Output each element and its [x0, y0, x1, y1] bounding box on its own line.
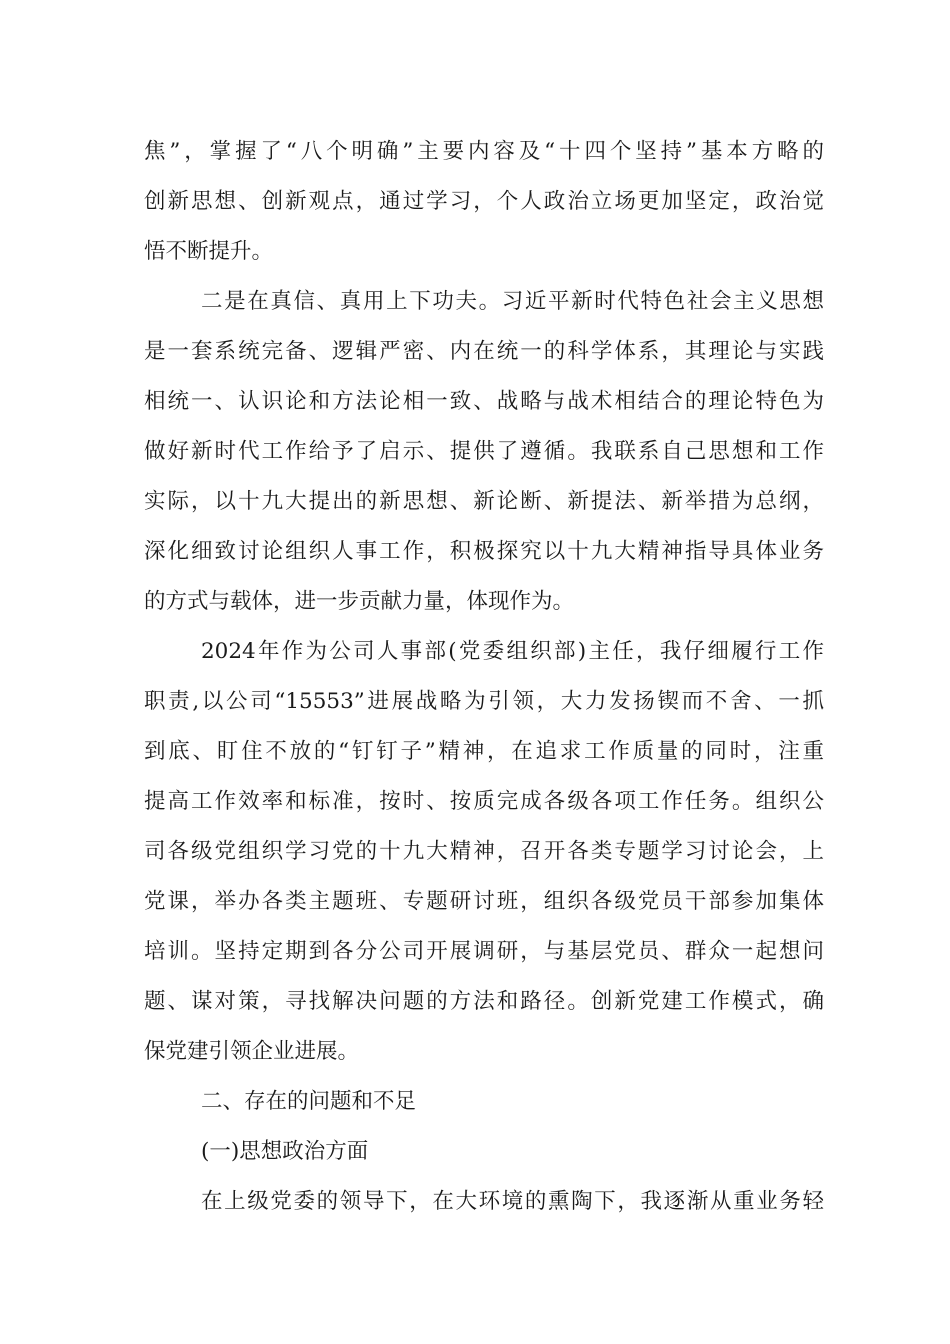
- text-line: 创新思想、创新观点，通过学习，个人政治立场更加坚定，政治觉: [144, 189, 824, 214]
- paragraph-first-line: 二是在真信、真用上下功夫。习近平新时代特色社会主义思想: [201, 289, 824, 314]
- text-line: 的方式与载体，进一步贡献力量，体现作为。: [144, 589, 575, 614]
- text-line: 司各级党组织学习党的十九大精神，召开各类专题学习讨论会，上: [144, 839, 824, 864]
- text-line: 到底、盯住不放的“钉钉子”精神，在追求工作质量的同时，注重: [144, 739, 824, 764]
- section-heading: 二、存在的问题和不足: [201, 1089, 417, 1114]
- text-line: 培训。坚持定期到各分公司开展调研，与基层党员、群众一起想问: [144, 939, 824, 964]
- text-line: 提高工作效率和标准，按时、按质完成各级各项工作任务。组织公: [144, 789, 824, 814]
- text-line: 深化细致讨论组织人事工作，积极探究以十九大精神指导具体业务: [144, 539, 824, 564]
- text-line: 题、谋对策，寻找解决问题的方法和路径。创新党建工作模式，确: [144, 989, 824, 1014]
- paragraph-first-line: 在上级党委的领导下，在大环境的熏陶下，我逐渐从重业务轻: [201, 1189, 824, 1214]
- text-line: 悟不断提升。: [144, 239, 274, 264]
- text-line: 是一套系统完备、逻辑严密、内在统一的科学体系，其理论与实践: [144, 339, 824, 364]
- text-line: 焦”，掌握了“八个明确”主要内容及“十四个坚持”基本方略的: [144, 139, 824, 164]
- paragraph-first-line: 2024年作为公司人事部(党委组织部)主任，我仔细履行工作: [201, 639, 824, 664]
- text-line: 党课，举办各类主题班、专题研讨班，组织各级党员干部参加集体: [144, 889, 824, 914]
- text-line: 职责,以公司“15553”进展战略为引领，大力发扬锲而不舍、一抓: [144, 689, 824, 714]
- text-line: 实际，以十九大提出的新思想、新论断、新提法、新举措为总纲，: [144, 489, 824, 514]
- subsection-heading: (一)思想政治方面: [201, 1139, 369, 1164]
- text-line: 保党建引领企业进展。: [144, 1039, 360, 1064]
- text-line: 相统一、认识论和方法论相一致、战略与战术相结合的理论特色为: [144, 389, 824, 414]
- text-line: 做好新时代工作给予了启示、提供了遵循。我联系自己思想和工作: [144, 439, 824, 464]
